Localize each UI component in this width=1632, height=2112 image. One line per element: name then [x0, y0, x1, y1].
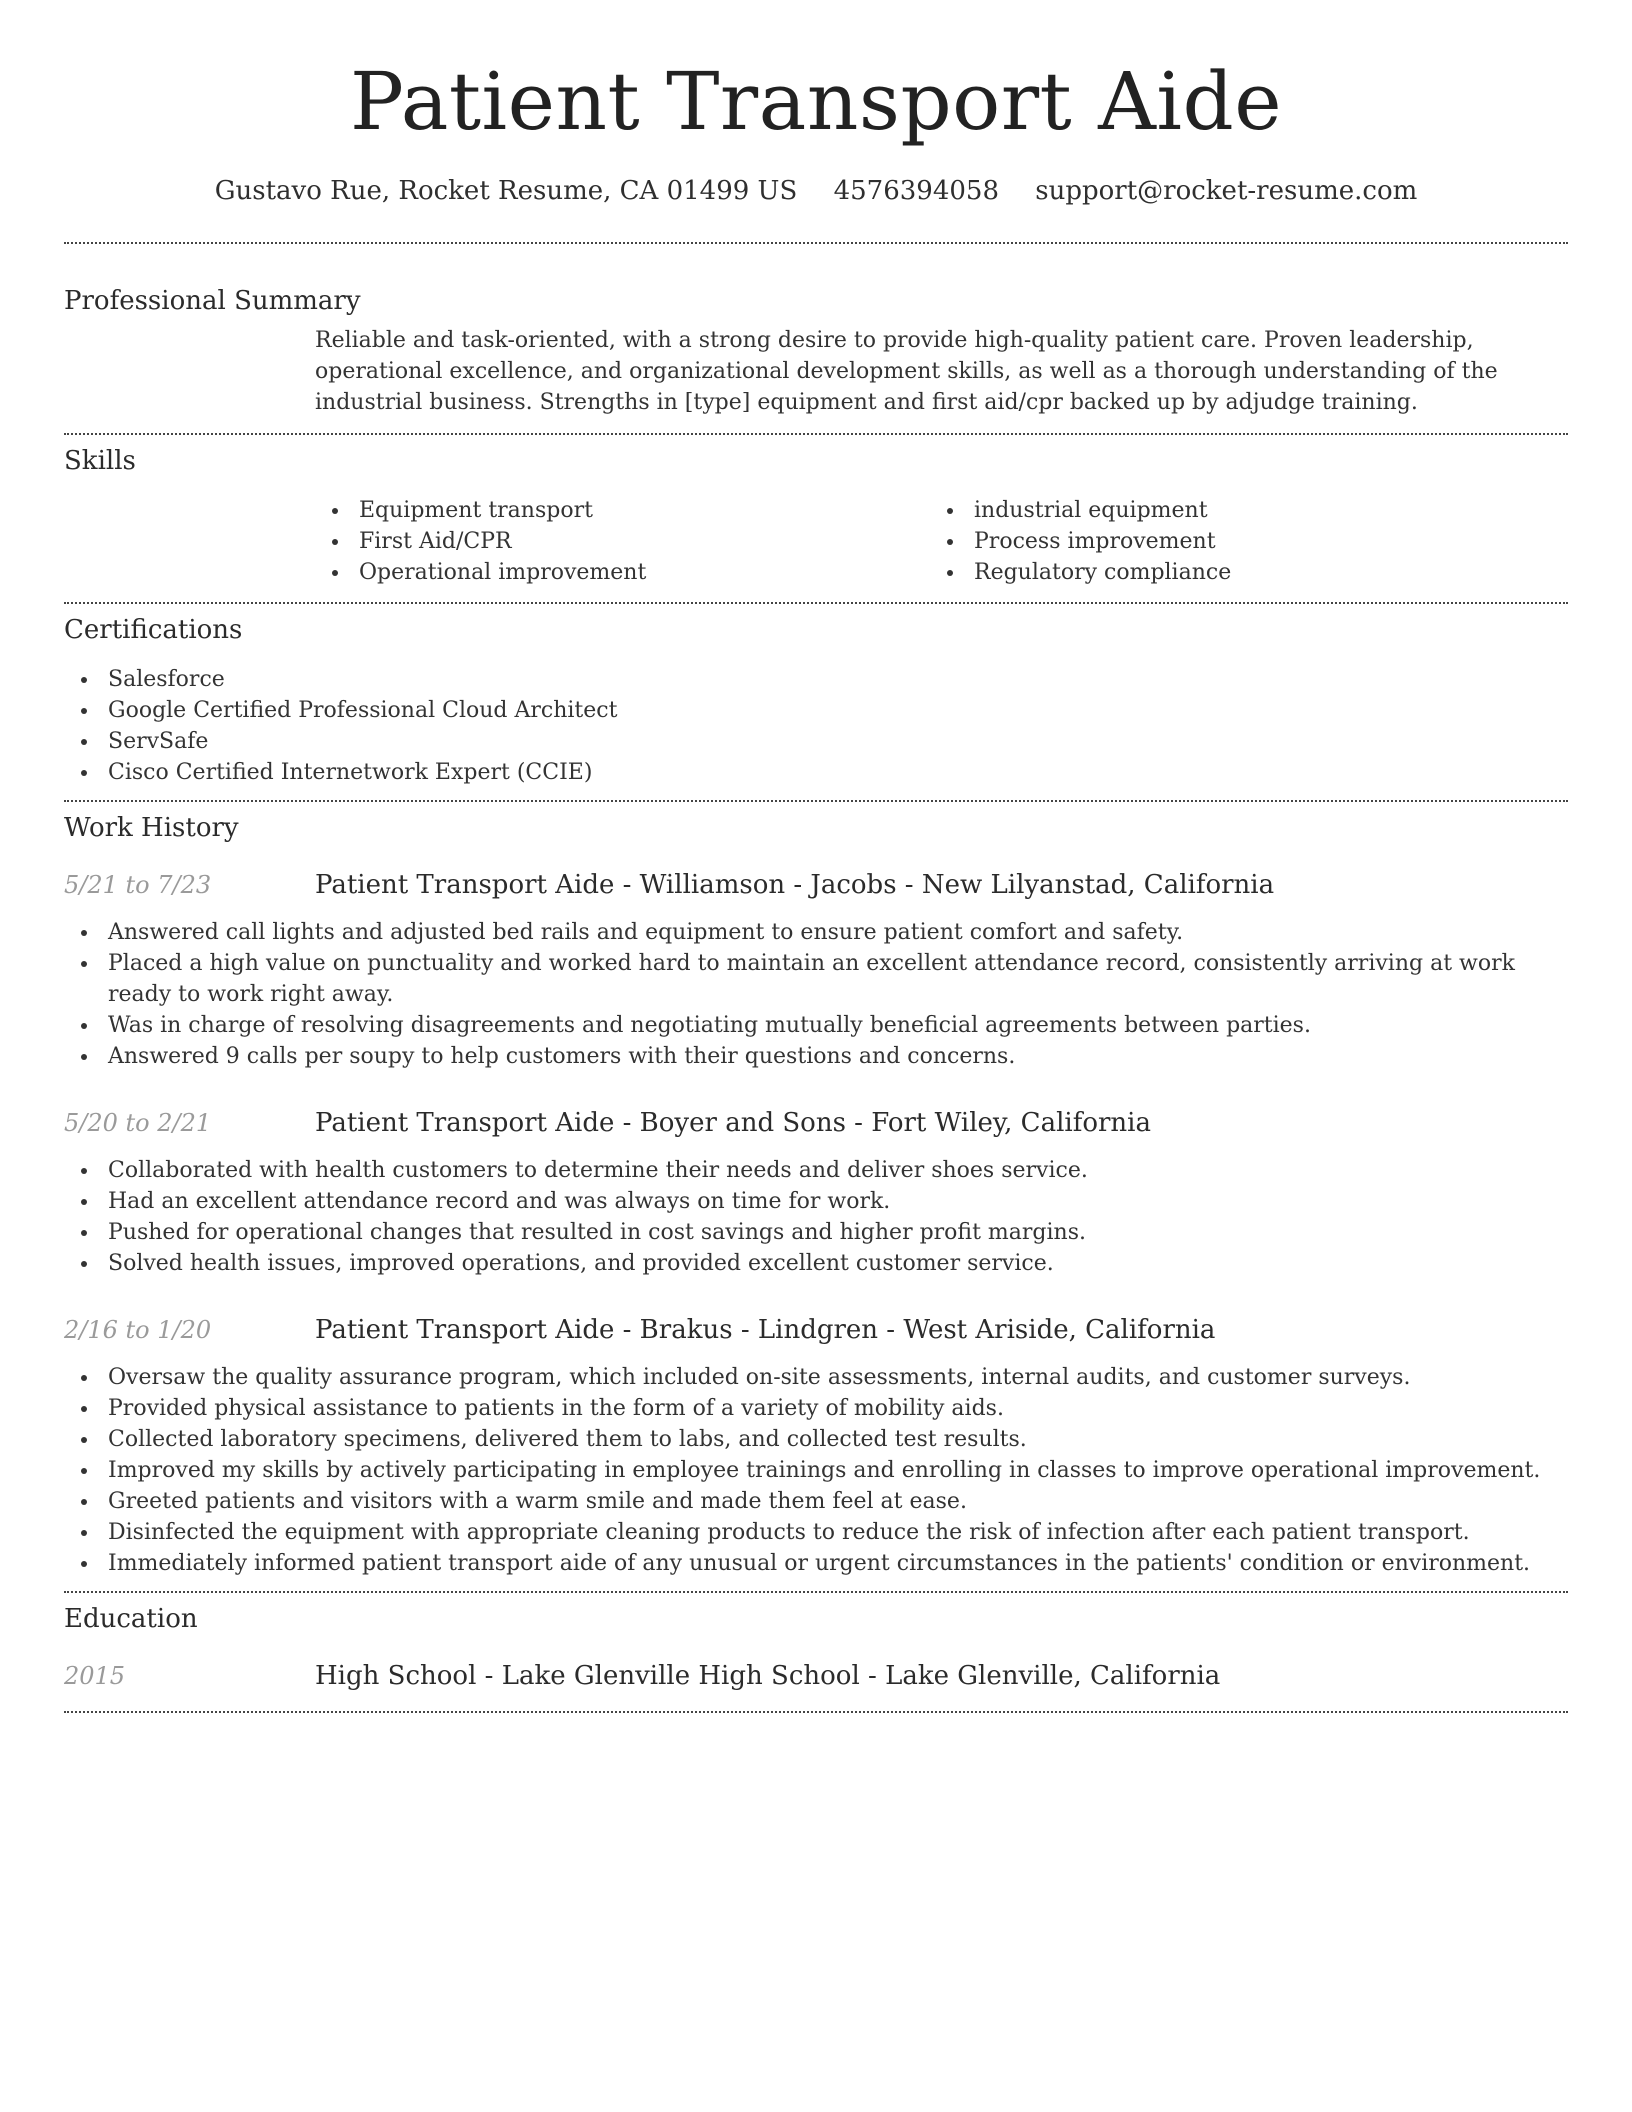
contact-email: support@rocket-resume.com: [1035, 176, 1418, 206]
certifications-list: [64, 664, 1568, 788]
job-title: Patient Transport Aide - Boyer and Sons - Fort Wiley, California: [315, 1108, 1151, 1138]
divider: [64, 1591, 1568, 1593]
job-bullet: Collected laboratory specimens, delivered them to labs, and collected test results.: [64, 1424, 1568, 1455]
job-entry: [64, 868, 1568, 902]
job-dates: 5/21 to 7/23: [64, 871, 212, 899]
education-title: High School - Lake Glenville High School - Lake Glenville, California: [315, 1661, 1221, 1691]
work-history-heading: Work History: [64, 813, 239, 843]
skills-section: [64, 444, 1568, 588]
job-title: Patient Transport Aide - Brakus - Lindgren - West Ariside, California: [315, 1315, 1216, 1345]
education-year: 2015: [64, 1662, 126, 1690]
skills-list-left: [315, 495, 930, 588]
certification-item: Google Certified Professional Cloud Architect: [64, 695, 1568, 726]
job-bullet: Disinfected the equipment with appropriate cleaning products to reduce the risk of infection after each patient transport.: [64, 1517, 1568, 1548]
job-bullet: Answered call lights and adjusted bed rails and equipment to ensure patient comfort and safety.: [64, 917, 1568, 948]
skills-heading: Skills: [64, 446, 136, 476]
job-bullet: Was in charge of resolving disagreements and negotiating mutually beneficial agreements between parties.: [64, 1010, 1568, 1041]
resume-title: Patient Transport Aide: [349, 55, 1283, 148]
job-bullets: [64, 917, 1568, 1072]
contact-line: [64, 174, 1568, 208]
job-bullet: Collaborated with health customers to determine their needs and deliver shoes service.: [64, 1155, 1568, 1186]
job-entry: [64, 1106, 1568, 1140]
divider: [64, 602, 1568, 604]
job-entry: [64, 1313, 1568, 1347]
job-bullet: Provided physical assistance to patients in the form of a variety of mobility aids.: [64, 1393, 1568, 1424]
job-bullet: Answered 9 calls per soupy to help customers with their questions and concerns.: [64, 1041, 1568, 1072]
education-heading: Education: [64, 1604, 198, 1634]
divider: [64, 1711, 1568, 1713]
job-bullets: [64, 1155, 1568, 1279]
resume-page: [64, 0, 1568, 1713]
contact-phone: 4576394058: [833, 176, 999, 206]
certifications-heading: Certifications: [64, 615, 243, 645]
certification-item: Salesforce: [64, 664, 1568, 695]
divider: [64, 242, 1568, 244]
job-bullet: Immediately informed patient transport aide of any unusual or urgent circumstances in the patients' condition or environment.: [64, 1548, 1568, 1579]
divider: [64, 433, 1568, 435]
job-bullets: [64, 1362, 1568, 1579]
job-bullet: Improved my skills by actively participating in employee trainings and enrolling in classes to improve operational improvement.: [64, 1455, 1568, 1486]
job-dates: 2/16 to 1/20: [64, 1316, 212, 1344]
skill-item: industrial equipment: [930, 495, 1545, 526]
job-bullet: Solved health issues, improved operations, and provided excellent customer service.: [64, 1248, 1568, 1279]
job-bullet: Placed a high value on punctuality and worked hard to maintain an excellent attendance record, consistently arriving at work ready to work right away.: [64, 948, 1568, 1010]
skill-item: Equipment transport: [315, 495, 930, 526]
summary-text: Reliable and task-oriented, with a strong desire to provide high-quality patient care. Proven leadership, operational excellence, and organizational development skills, as well as a thorough understanding of the industrial business. Strengths in [type] equipment and first aid/cpr backed up by adjudge training.: [315, 328, 1498, 415]
certifications-section: [64, 613, 1568, 788]
summary-section: [64, 284, 1568, 418]
job-bullet: Greeted patients and visitors with a warm smile and made them feel at ease.: [64, 1486, 1568, 1517]
job-bullet: Oversaw the quality assurance program, which included on-site assessments, internal audits, and customer surveys.: [64, 1362, 1568, 1393]
job-title: Patient Transport Aide - Williamson - Jacobs - New Lilyanstad, California: [315, 870, 1275, 900]
skill-item: Regulatory compliance: [930, 557, 1545, 588]
work-history-section: [64, 811, 1568, 1579]
divider: [64, 800, 1568, 802]
contact-address: Gustavo Rue, Rocket Resume, CA 01499 US: [214, 176, 798, 206]
skill-item: Operational improvement: [315, 557, 930, 588]
skills-grid: [315, 495, 1568, 588]
education-entry: [64, 1659, 1568, 1693]
summary-heading: Professional Summary: [64, 286, 361, 316]
education-section: [64, 1602, 1568, 1693]
job-bullet: Had an excellent attendance record and was always on time for work.: [64, 1186, 1568, 1217]
skill-item: First Aid/CPR: [315, 526, 930, 557]
skills-list-right: [930, 495, 1545, 588]
job-bullet: Pushed for operational changes that resulted in cost savings and higher profit margins.: [64, 1217, 1568, 1248]
certification-item: Cisco Certified Internetwork Expert (CCIE): [64, 757, 1568, 788]
job-dates: 5/20 to 2/21: [64, 1109, 212, 1137]
skill-item: Process improvement: [930, 526, 1545, 557]
certification-item: ServSafe: [64, 726, 1568, 757]
